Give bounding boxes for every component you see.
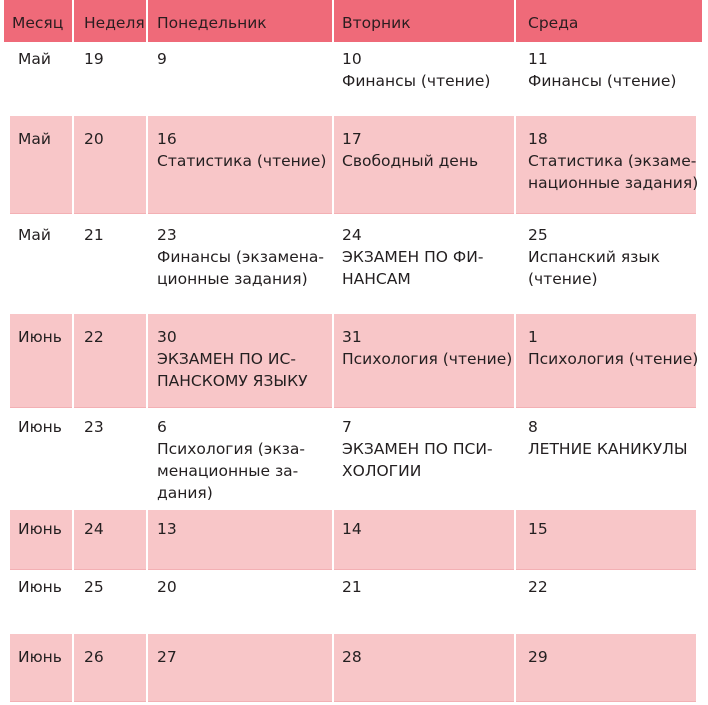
cell-month: Июнь: [10, 572, 72, 632]
cell-month: Май: [10, 116, 72, 214]
cell-monday: [148, 510, 332, 570]
header-wednesday: Среда: [516, 0, 702, 42]
header-month: Месяц: [4, 0, 72, 42]
table-row: [0, 216, 708, 312]
cell-week: 20: [74, 116, 146, 214]
cell-wednesday-line: Статистика (экзаме-: [528, 152, 697, 170]
cell-monday-line: 20: [157, 578, 177, 596]
cell-tuesday-line: Финансы (чтение): [342, 72, 491, 90]
cell-wednesday-line: Испанский язык: [528, 248, 661, 266]
cell-wednesday-line: Финансы (чтение): [528, 72, 677, 90]
cell-wednesday-line: 18: [528, 130, 548, 148]
cell-wednesday: [516, 42, 696, 114]
cell-tuesday: [334, 572, 514, 632]
cell-month: Май: [10, 42, 72, 114]
cell-week: 22: [74, 314, 146, 408]
cell-wednesday: [516, 634, 696, 702]
table-row: [0, 42, 708, 114]
cell-week: 24: [74, 510, 146, 570]
cell-wednesday-line: 25: [528, 226, 548, 244]
cell-week: 23: [74, 410, 146, 508]
cell-tuesday-line: НАНСАМ: [342, 270, 411, 288]
cell-monday-line: Финансы (экзамена-: [157, 248, 324, 266]
cell-tuesday: [334, 410, 514, 508]
cell-tuesday: [334, 314, 514, 408]
cell-wednesday-line: ЛЕТНИЕ КАНИКУЛЫ: [528, 440, 688, 458]
cell-monday: [148, 572, 332, 632]
cell-monday: [148, 42, 332, 114]
cell-monday-line: 9: [157, 50, 167, 68]
cell-week: 26: [74, 634, 146, 702]
header-tuesday: Вторник: [334, 0, 514, 42]
cell-monday-line: Статистика (чтение): [157, 152, 327, 170]
cell-wednesday-line: 29: [528, 648, 548, 666]
cell-week: 21: [74, 216, 146, 312]
cell-wednesday: [516, 410, 696, 508]
table-row: [0, 572, 708, 632]
cell-monday-line: 16: [157, 130, 177, 148]
table-row: [0, 634, 708, 702]
cell-monday-line: 6: [157, 418, 167, 436]
cell-tuesday-line: Психология (чтение): [342, 350, 513, 368]
cell-monday: [148, 634, 332, 702]
cell-tuesday-line: Свободный день: [342, 152, 479, 170]
cell-wednesday-line: национные задания): [528, 174, 699, 192]
cell-tuesday-line: ЭКЗАМЕН ПО ПСИ-: [342, 440, 493, 458]
cell-month: Июнь: [10, 510, 72, 570]
cell-month: Июнь: [10, 314, 72, 408]
cell-tuesday-line: 7: [342, 418, 352, 436]
cell-tuesday-line: 28: [342, 648, 362, 666]
cell-monday: [148, 314, 332, 408]
cell-wednesday-line: 1: [528, 328, 538, 346]
header-week: Неделя: [74, 0, 146, 42]
cell-tuesday-line: 21: [342, 578, 362, 596]
cell-month: Май: [10, 216, 72, 312]
cell-tuesday-line: 24: [342, 226, 362, 244]
cell-wednesday-line: 15: [528, 520, 548, 538]
cell-monday-line: 13: [157, 520, 177, 538]
cell-tuesday-line: 31: [342, 328, 362, 346]
cell-tuesday: [334, 216, 514, 312]
cell-monday-line: менационные за-: [157, 462, 299, 480]
cell-wednesday-line: 22: [528, 578, 548, 596]
cell-monday: [148, 410, 332, 508]
cell-tuesday-line: 14: [342, 520, 362, 538]
cell-tuesday-line: ХОЛОГИИ: [342, 462, 422, 480]
cell-wednesday: [516, 116, 699, 214]
cell-tuesday-line: ЭКЗАМЕН ПО ФИ-: [342, 248, 484, 266]
cell-monday: [148, 116, 332, 214]
cell-tuesday-line: 17: [342, 130, 362, 148]
cell-tuesday: [334, 634, 514, 702]
cell-monday-line: ПАНСКОМУ ЯЗЫКУ: [157, 372, 308, 390]
cell-monday-line: дания): [157, 484, 213, 502]
cell-month: Июнь: [10, 410, 72, 508]
cell-wednesday: [516, 314, 699, 408]
cell-tuesday: [334, 116, 514, 214]
cell-wednesday-line: (чтение): [528, 270, 598, 288]
cell-wednesday: [516, 572, 696, 632]
cell-week: 19: [74, 42, 146, 114]
table-row: [0, 314, 708, 408]
cell-monday-line: Психология (экза-: [157, 440, 306, 458]
cell-wednesday: [516, 216, 696, 312]
cell-week: 25: [74, 572, 146, 632]
cell-monday-line: 27: [157, 648, 177, 666]
table-row: [0, 116, 708, 214]
cell-wednesday: [516, 510, 696, 570]
cell-monday-line: 30: [157, 328, 177, 346]
cell-tuesday: [334, 510, 514, 570]
cell-wednesday-line: 8: [528, 418, 538, 436]
cell-tuesday: [334, 42, 514, 114]
cell-monday: [148, 216, 332, 312]
cell-month: Июнь: [10, 634, 72, 702]
cell-wednesday-line: 11: [528, 50, 548, 68]
cell-tuesday-line: 10: [342, 50, 362, 68]
table-row: [0, 410, 708, 508]
table-header: [0, 0, 708, 42]
cell-monday-line: ЭКЗАМЕН ПО ИС-: [157, 350, 296, 368]
cell-monday-line: 23: [157, 226, 177, 244]
cell-monday-line: ционные задания): [157, 270, 308, 288]
header-monday: Понедельник: [148, 0, 332, 42]
cell-wednesday-line: Психология (чтение): [528, 350, 699, 368]
table-row: [0, 510, 708, 570]
